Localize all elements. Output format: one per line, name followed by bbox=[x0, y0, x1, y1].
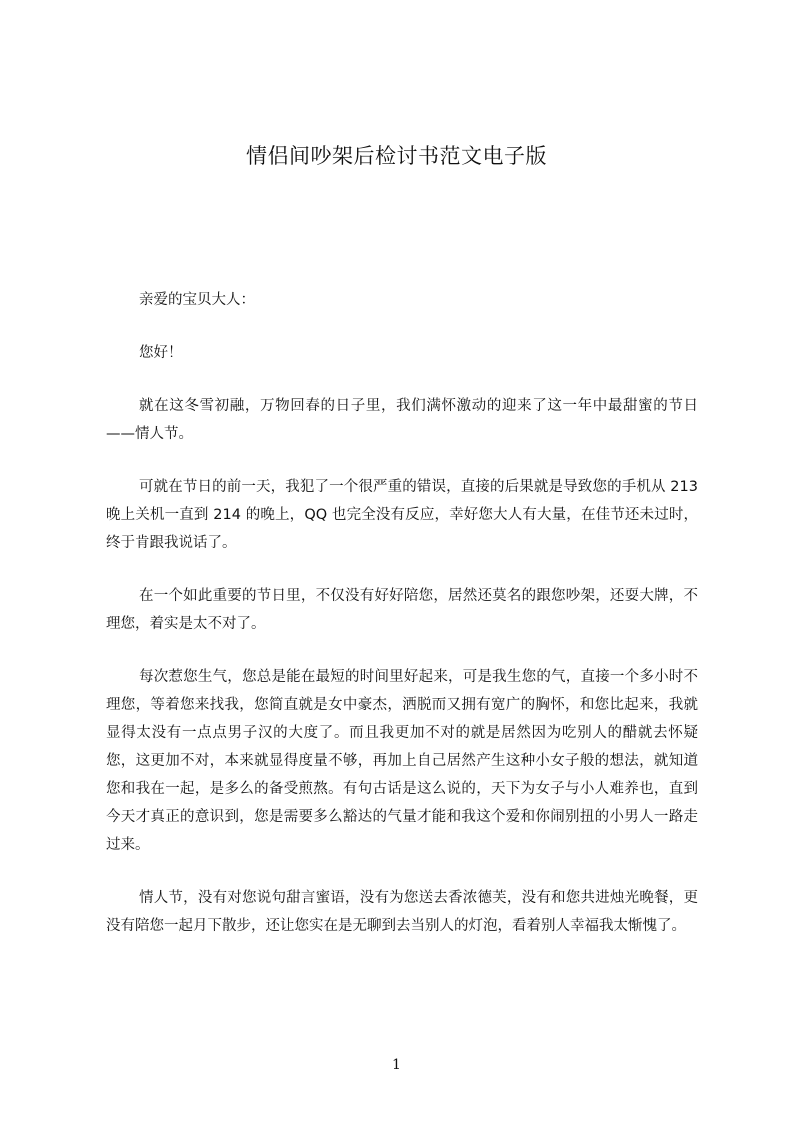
paragraph: 每次惹您生气，您总是能在最短的时间里好起来，可是我生您的气，直接一个多小时不理您，等着您来找我，您简直就是女中豪杰，洒脱而又拥有宽广的胸怀，和您比起来，我就显得太没有一点点男子汉的大度了。而且我更加不对的就是居然因为吃别人的醋就去怀疑您，这更加不对，本来就显得度量不够，再加上自己居然产生这种小女子般的想法，就知道您和我在一起，是多么的备受煎熬。有句古话是这么说的，天下为女子与小人难养也，直到今天才真正的意识到，您是需要多么豁达的气量才能和我这个爱和你闹别扭的小男人一路走过来。 bbox=[106, 669, 698, 853]
paragraph: 在一个如此重要的节日里，不仅没有好好陪您，居然还莫名的跟您吵架，还耍大牌，不理您，着实是太不对了。 bbox=[106, 588, 698, 632]
paragraph: 就在这冬雪初融，万物回春的日子里，我们满怀激动的迎来了这一年中最甜蜜的节日——情人节。 bbox=[106, 398, 698, 442]
greeting: 您好！ bbox=[139, 345, 183, 361]
document-title: 情侣间吵架后检讨书范文电子版 bbox=[246, 144, 547, 168]
salutation: 亲爱的宝贝大人： bbox=[139, 292, 255, 308]
paragraph: 可就在节日的前一天，我犯了一个很严重的错误，直接的后果就是导致您的手机从 213 晚上关机一直到 214 的晚上，QQ 也完全没有反应，幸好您大人有大量，在佳节还未过时，终于肯跟我说话了。 bbox=[106, 479, 698, 551]
paragraph: 情人节，没有对您说句甜言蜜语，没有为您送去香浓德芙，没有和您共进烛光晚餐，更没有陪您一起月下散步，还让您实在是无聊到去当别人的灯泡，看着别人幸福我太惭愧了。 bbox=[106, 890, 698, 934]
page-number: 1 bbox=[392, 1057, 401, 1073]
document-body bbox=[106, 286, 698, 965]
